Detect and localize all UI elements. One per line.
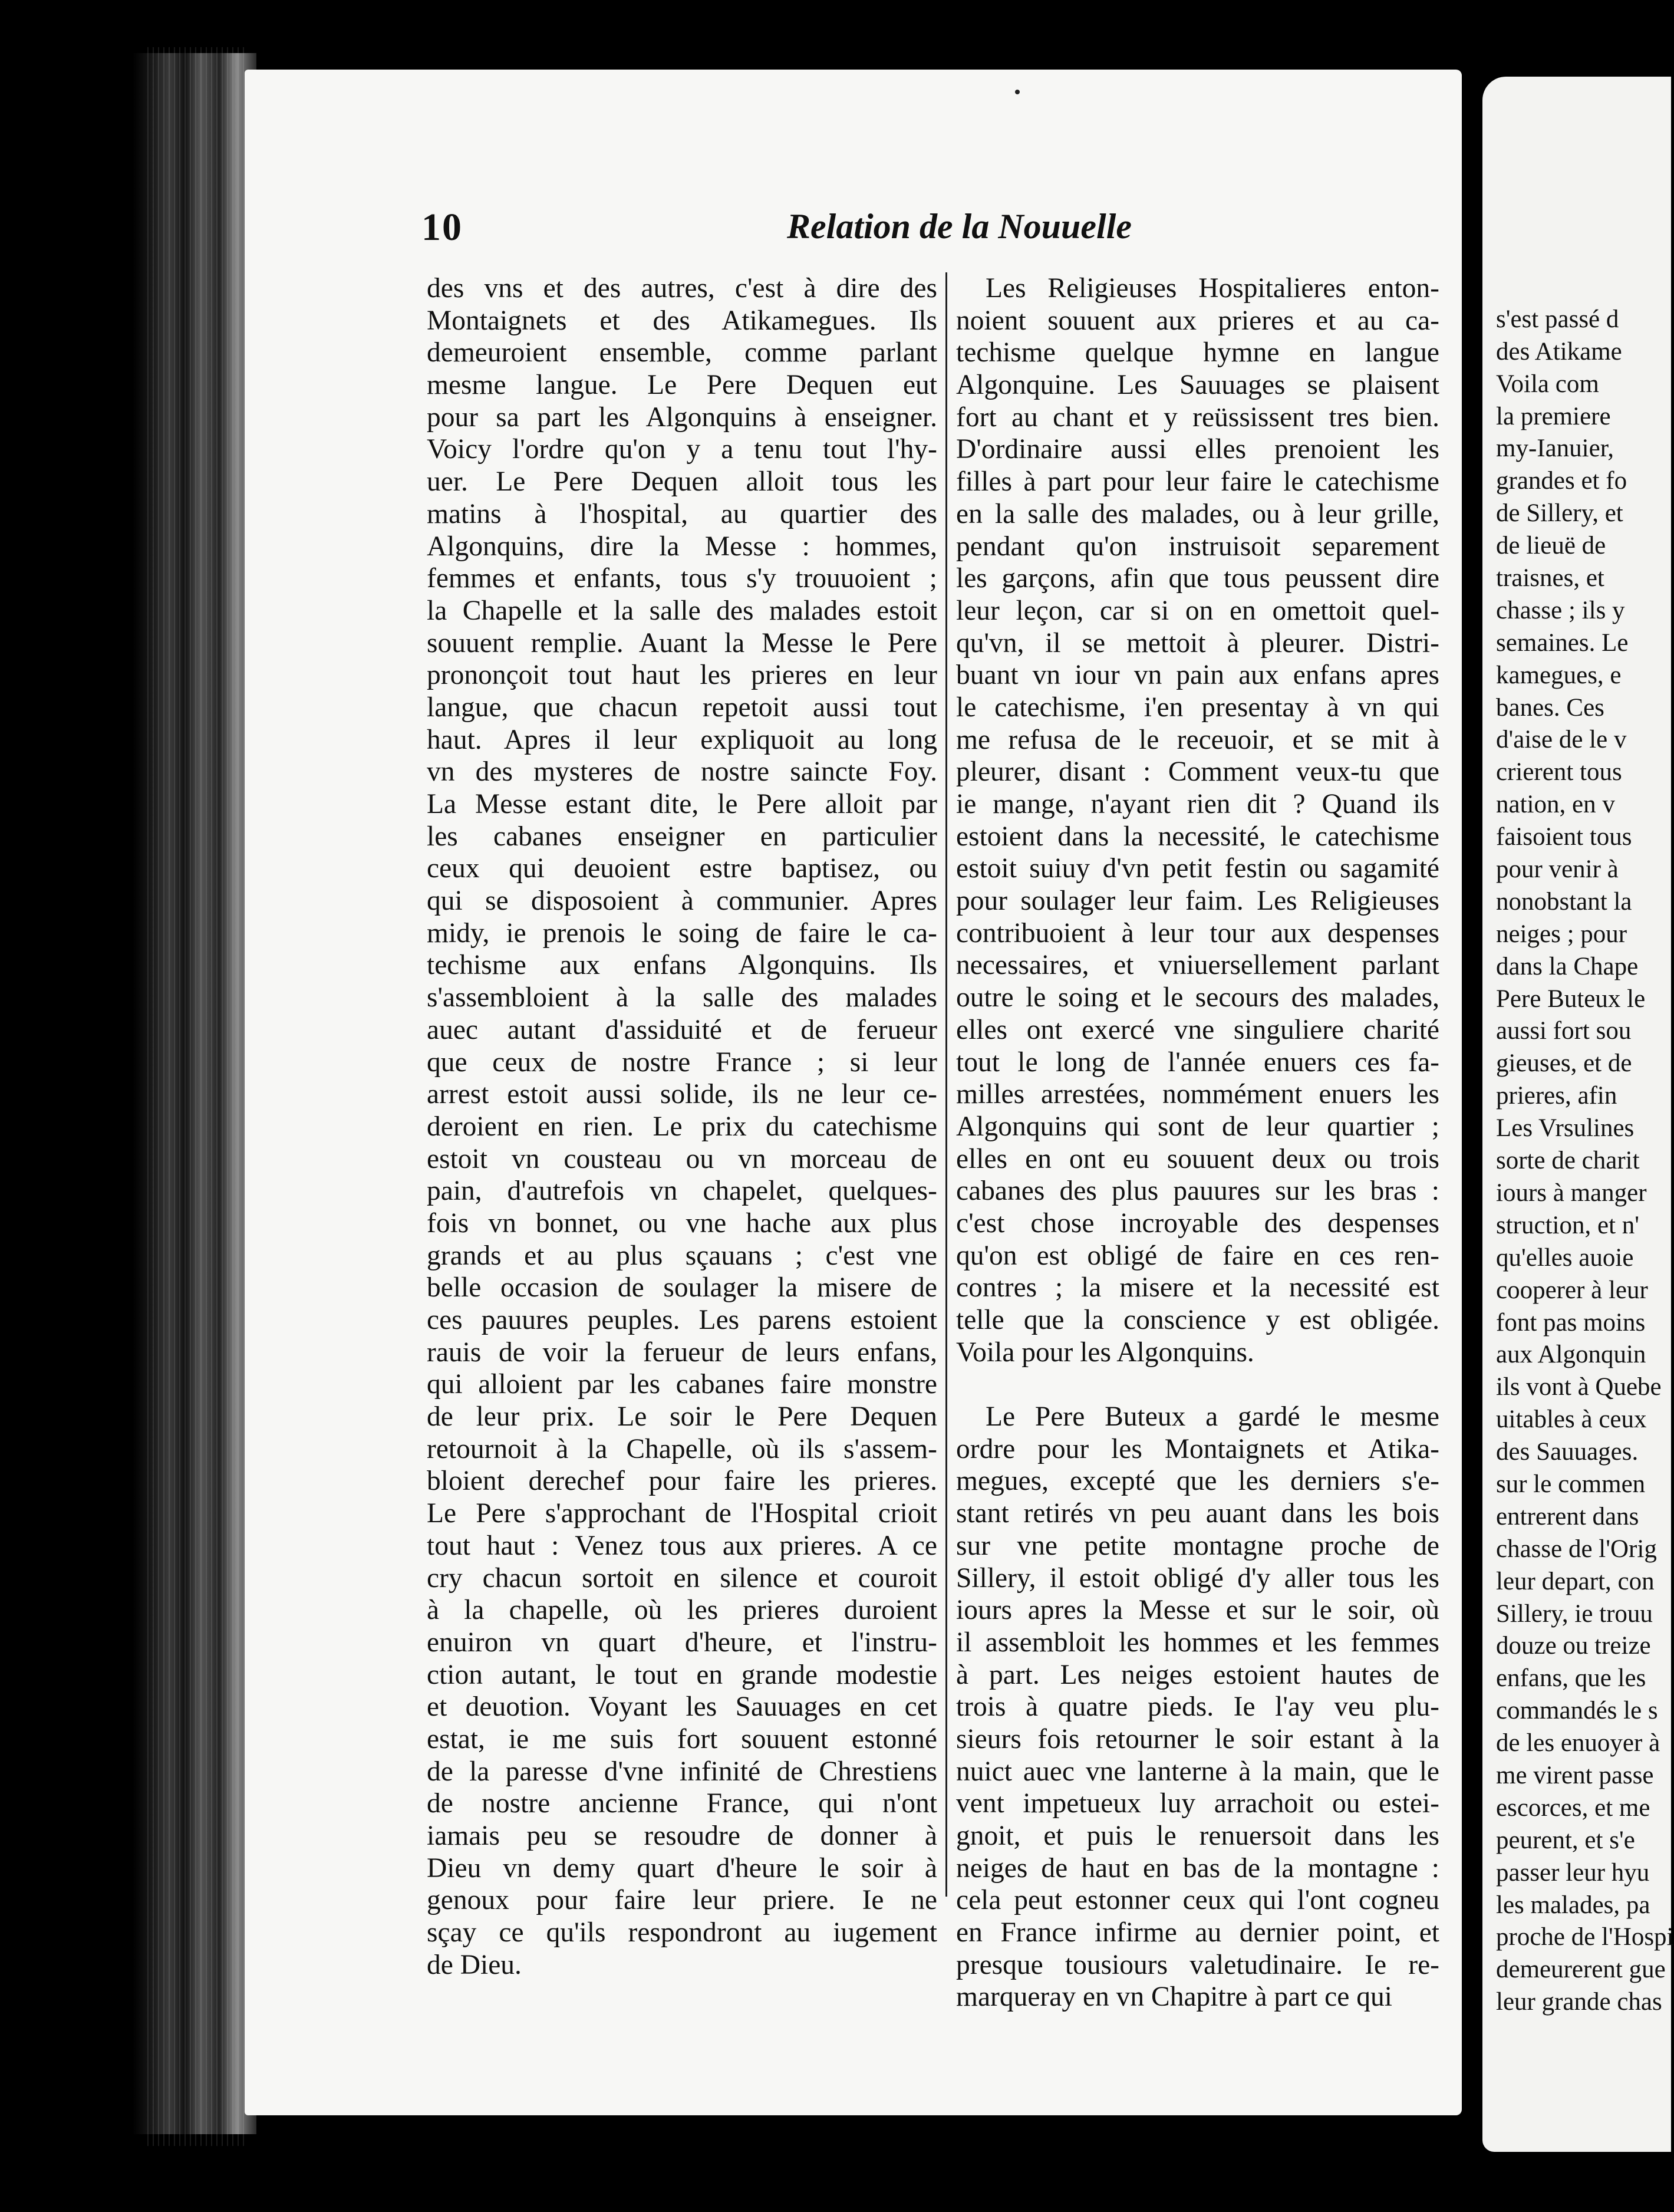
text-line: pendant qu'on instruisoit separement <box>956 531 1439 562</box>
text-line: vent impetueux luy arrachoit ou estei- <box>956 1788 1439 1819</box>
text-line: de nostre ancienne France, qui n'ont <box>427 1788 937 1819</box>
text-line: neiges ; pour <box>1496 920 1627 948</box>
text-line: gieuses, et de <box>1496 1049 1632 1078</box>
text-line: de lieuë de <box>1496 532 1606 560</box>
text-line: pleurer, disant : Comment veux-tu que <box>956 756 1439 788</box>
text-line: arrest estoit aussi solide, ils ne leur ce- <box>427 1079 937 1110</box>
text-line: Algonquins, dire la Messe : hommes, <box>427 531 937 562</box>
text-line: struction, et n' <box>1496 1211 1640 1239</box>
text-line: sur vne petite montagne proche de <box>956 1530 1439 1561</box>
text-line: ie mange, n'ayant rien dit ? Quand ils <box>956 789 1439 819</box>
text-line: prieres, afin <box>1496 1082 1617 1110</box>
text-line: iours à manger <box>1496 1179 1647 1207</box>
text-line: sçay ce qu'ils respondront au iugement <box>427 1917 937 1948</box>
text-line: fois vn bonnet, ou vne hache aux plus <box>427 1207 937 1239</box>
text-line: dans la Chape <box>1496 952 1639 980</box>
page-number: 10 <box>421 206 463 249</box>
text-line: techisme aux enfans Algonquins. Ils <box>427 950 937 981</box>
text-line: peurent, et s'e <box>1496 1826 1635 1854</box>
text-line: langue, que chacun repetoit aussi tout <box>427 692 937 723</box>
text-line: faisoient tous <box>1496 823 1632 851</box>
text-line: uer. Le Pere Dequen alloit tous les <box>427 466 937 498</box>
text-line: me refusa de le receuoir, et se mit à <box>956 724 1439 755</box>
text-line: aux Algonquin <box>1496 1341 1646 1369</box>
text-line: grandes et fo <box>1496 467 1627 495</box>
text-line: Sillery, ie trouu <box>1496 1599 1653 1628</box>
text-line: passer leur hyu <box>1496 1858 1650 1887</box>
text-line: filles à part pour leur faire le catechisme <box>956 466 1439 498</box>
text-line: cela peut estonner ceux qui l'ont cogneu <box>956 1885 1439 1916</box>
text-line: de Sillery, et <box>1496 499 1623 528</box>
text-line: sur le commen <box>1496 1470 1646 1498</box>
text-line: ction autant, le tout en grande modestie <box>427 1659 937 1690</box>
text-line: vn des mysteres de nostre saincte Foy. <box>427 756 937 788</box>
text-line: de la paresse d'vne infinité de Chrestiens <box>427 1756 937 1787</box>
text-line: cabanes des plus pauures sur les bras : <box>956 1176 1439 1207</box>
right-page-text-column <box>1496 271 1673 2019</box>
text-line: nuict auec vne lanterne à la main, que le <box>956 1756 1439 1787</box>
text-line: douze ou treize <box>1496 1632 1651 1660</box>
text-line: stant retirés vn peu auant dans les bois <box>956 1498 1439 1529</box>
text-line: et deuotion. Voyant les Sauuages en cet <box>427 1691 937 1723</box>
text-line: retournoit à la Chapelle, où ils s'assem- <box>427 1433 937 1464</box>
text-line: marqueray en vn Chapitre à part ce qui <box>956 1981 1392 2013</box>
text-line: presque tousiours valetudinaire. Ie re- <box>956 1949 1439 1980</box>
text-line: ces pauures peuples. Les parens estoient <box>427 1305 937 1335</box>
text-line: qu'elles auoie <box>1496 1243 1634 1272</box>
text-line: qui se disposoient à communier. Apres <box>427 886 937 917</box>
text-line: qui alloient par les cabanes faire monstre <box>427 1369 937 1400</box>
text-line: en France infirme au dernier point, et <box>956 1917 1439 1948</box>
text-line: rauis de voir la ferueur de leurs enfans, <box>427 1337 937 1368</box>
text-line: Voila com <box>1496 370 1599 398</box>
text-line: ceux qui deuoient estre baptisez, ou <box>427 853 937 884</box>
text-line: techisme quelque hymne en langue <box>956 337 1439 368</box>
text-line: tout le long de l'année enuers ces fa- <box>956 1046 1439 1078</box>
text-line: pain, d'autrefois vn chapelet, quelques- <box>427 1176 937 1207</box>
text-line: megues, excepté que les derniers s'e- <box>956 1466 1439 1497</box>
text-line: qu'vn, il se mettoit à pleurer. Distri- <box>956 627 1439 659</box>
text-line: enfans, que les <box>1496 1664 1646 1693</box>
text-line: La Messe estant dite, le Pere alloit par <box>427 789 937 819</box>
text-line: contribuoient à leur tour aux despenses <box>956 917 1439 949</box>
text-line: neiges de haut en bas de la montagne : <box>956 1852 1439 1884</box>
text-line: uitables à ceux <box>1496 1405 1647 1434</box>
text-line: que ceux de nostre France ; si leur <box>427 1046 937 1078</box>
text-line: grands et au plus sçauans ; c'est vne <box>427 1240 937 1271</box>
text-line: le catechisme, i'en presentay à vn qui <box>956 692 1439 723</box>
text-line: Sillery, il estoit obligé d'y aller tous les <box>956 1562 1439 1594</box>
text-line: Montaignets et des Atikamegues. Ils <box>427 305 937 336</box>
text-line: contres ; la misere et la necessité est <box>956 1272 1439 1304</box>
text-line: femmes et enfants, tous s'y trouuoient ; <box>427 563 937 594</box>
text-line: s'est passé d <box>1496 305 1619 333</box>
text-line <box>1496 271 1673 304</box>
page-stack-edges <box>147 47 248 2146</box>
text-line: gnoit, et puis le renuersoit dans les <box>956 1821 1439 1851</box>
text-line: commandés le s <box>1496 1697 1658 1725</box>
text-line: de leur prix. Le soir le Pere Dequen <box>427 1401 937 1433</box>
text-line: chasse ; ils y <box>1496 596 1625 624</box>
text-line: my-Ianuier, <box>1496 434 1614 463</box>
text-line: s'assembloient à la salle des malades <box>427 982 937 1013</box>
text-line: à la chapelle, où les prieres duroient <box>427 1595 937 1626</box>
text-line: D'ordinaire aussi elles prenoient les <box>956 434 1439 465</box>
text-line: estat, ie me suis fort souuent estonné <box>427 1723 937 1755</box>
text-line: trois à quatre pieds. Ie l'ay veu plu- <box>956 1691 1439 1723</box>
text-line: demeuroient ensemble, comme parlant <box>427 337 937 368</box>
text-line: demeurerent gue <box>1496 1956 1666 1984</box>
page-header <box>421 205 1365 252</box>
text-line: deroient en rien. Le prix du catechisme <box>427 1111 937 1142</box>
text-line: pour sa part les Algonquins à enseigner. <box>427 401 937 433</box>
text-line: leur depart, con <box>1496 1567 1655 1595</box>
text-line: matins à l'hospital, au quartier des <box>427 498 937 529</box>
text-line: telle que la conscience y est obligée. <box>956 1305 1439 1335</box>
text-line: estoit vn cousteau ou vn morceau de <box>427 1143 937 1174</box>
text-line: Pere Buteux le <box>1496 985 1646 1013</box>
text-line: midy, ie prenois le soing de faire le ca- <box>427 917 937 949</box>
text-line: auec autant d'assiduité et de ferueur <box>427 1014 937 1045</box>
text-line: traisnes, et <box>1496 564 1604 592</box>
text-line: souuent remplie. Auant la Messe le Pere <box>427 627 937 659</box>
left-text-column <box>427 272 937 1981</box>
text-line: des vns et des autres, c'est à dire des <box>427 273 937 304</box>
text-line: les malades, pa <box>1496 1891 1650 1919</box>
text-line: font pas moins <box>1496 1308 1646 1337</box>
text-line: cooperer à leur <box>1496 1276 1648 1304</box>
text-line: proche de l'Hospi <box>1496 1923 1674 1951</box>
text-line: ils vont à Quebe <box>1496 1373 1662 1401</box>
text-line: leur leçon, car si on en omettoit quel- <box>956 595 1439 626</box>
text-line: de Dieu. <box>427 1949 522 1980</box>
text-line: leur grande chas <box>1496 1988 1662 2016</box>
text-line: bloient derechef pour faire les prieres. <box>427 1466 937 1497</box>
text-line: cry chacun sortoit en silence et couroit <box>427 1562 937 1594</box>
text-line: les cabanes enseigner en particulier <box>427 821 937 852</box>
text-line: des Sauuages. <box>1496 1438 1639 1466</box>
text-line: necessaires, et vniuersellement parlant <box>956 950 1439 981</box>
text-line: semaines. Le <box>1496 628 1629 657</box>
text-line: Les Vrsulines <box>1496 1114 1635 1143</box>
text-line: chasse de l'Orig <box>1496 1535 1657 1563</box>
text-line: Le Pere Buteux a gardé le mesme <box>986 1401 1439 1433</box>
text-line: aussi fort sou <box>1496 1017 1632 1045</box>
text-line: elles en ont eu souuent deux ou trois <box>956 1143 1439 1174</box>
text-line: Le Pere s'approchant de l'Hospital crioit <box>427 1498 937 1529</box>
text-line: nonobstant la <box>1496 887 1632 916</box>
text-line: la premiere <box>1496 402 1611 430</box>
text-line: entrerent dans <box>1496 1502 1639 1530</box>
text-line: kamegues, e <box>1496 661 1622 689</box>
column-divider <box>945 272 947 1897</box>
text-line: Les Religieuses Hospitalieres enton- <box>986 273 1439 304</box>
text-line: outre le soing et le secours des malades, <box>956 982 1439 1013</box>
running-title: Relation de la Nouuelle <box>787 207 1132 246</box>
text-line: pour soulager leur faim. Les Religieuses <box>956 886 1439 917</box>
text-line: fort au chant et y reüssissent tres bien. <box>956 401 1439 433</box>
text-line: mesme langue. Le Pere Dequen eut <box>427 370 937 401</box>
text-line: la Chapelle et la salle des malades estoit <box>427 595 937 626</box>
text-line: genoux pour faire leur priere. Ie ne <box>427 1885 937 1916</box>
text-line: ordre pour les Montaignets et Atika- <box>956 1433 1439 1464</box>
text-line: Algonquins qui sont de leur quartier ; <box>956 1111 1439 1142</box>
text-line: pour venir à <box>1496 855 1619 884</box>
text-line: tout haut : Venez tous aux prieres. A ce <box>427 1530 937 1561</box>
text-line: nation, en v <box>1496 791 1615 819</box>
text-line: elles ont exercé vne singuliere charité <box>956 1014 1439 1045</box>
text-line: à part. Les neiges estoient hautes de <box>956 1659 1439 1690</box>
text-line: c'est chose incroyable des despenses <box>956 1207 1439 1239</box>
text-line: sorte de charit <box>1496 1147 1640 1175</box>
middle-text-column <box>956 272 1439 2013</box>
text-line: des Atikame <box>1496 337 1622 366</box>
text-line: qu'on est obligé de faire en ces ren- <box>956 1240 1439 1271</box>
text-line: en la salle des malades, ou à leur grille, <box>956 498 1439 529</box>
text-line: crierent tous <box>1496 758 1622 786</box>
text-line: les garçons, afin que tous peussent dire <box>956 563 1439 594</box>
text-line: Algonquine. Les Sauuages se plaisent <box>956 370 1439 401</box>
text-line: enuiron vn quart d'heure, et l'instru- <box>427 1627 937 1658</box>
text-line: Voicy l'ordre qu'on y a tenu tout l'hy- <box>427 434 937 465</box>
text-line: buant vn iour vn pain aux enfans apres <box>956 660 1439 691</box>
text-line: me virent passe <box>1496 1761 1654 1789</box>
text-line: d'aise de le v <box>1496 726 1627 754</box>
text-line: escorces, et me <box>1496 1793 1650 1822</box>
text-line: noient souuent aux prieres et au ca- <box>956 305 1439 336</box>
text-line: haut. Apres il leur expliquoit au long <box>427 724 937 755</box>
text-line: iours apres la Messe et sur le soir, où <box>956 1595 1439 1626</box>
text-line: prononçoit tout haut les prieres en leur <box>427 660 937 691</box>
text-line: sieurs fois retourner le soir estant à la <box>956 1723 1439 1755</box>
text-line: il assembloit les hommes et les femmes <box>956 1627 1439 1658</box>
text-line: Voila pour les Algonquins. <box>956 1337 1254 1368</box>
text-line: belle occasion de soulager la misere de <box>427 1272 937 1304</box>
ink-speck <box>1015 90 1020 94</box>
text-line: Dieu vn demy quart d'heure le soir à <box>427 1852 937 1884</box>
text-line: estoient dans la necessité, le catechisme <box>956 821 1439 852</box>
text-line: estoit suiuy d'vn petit festin ou sagamité <box>956 853 1439 884</box>
text-line: milles arrestées, nommément enuers les <box>956 1079 1439 1110</box>
text-line: iamais peu se resoudre de donner à <box>427 1821 937 1851</box>
text-line: de les enuoyer à <box>1496 1729 1660 1757</box>
text-line <box>956 1368 1439 1401</box>
text-line: banes. Ces <box>1496 693 1604 722</box>
